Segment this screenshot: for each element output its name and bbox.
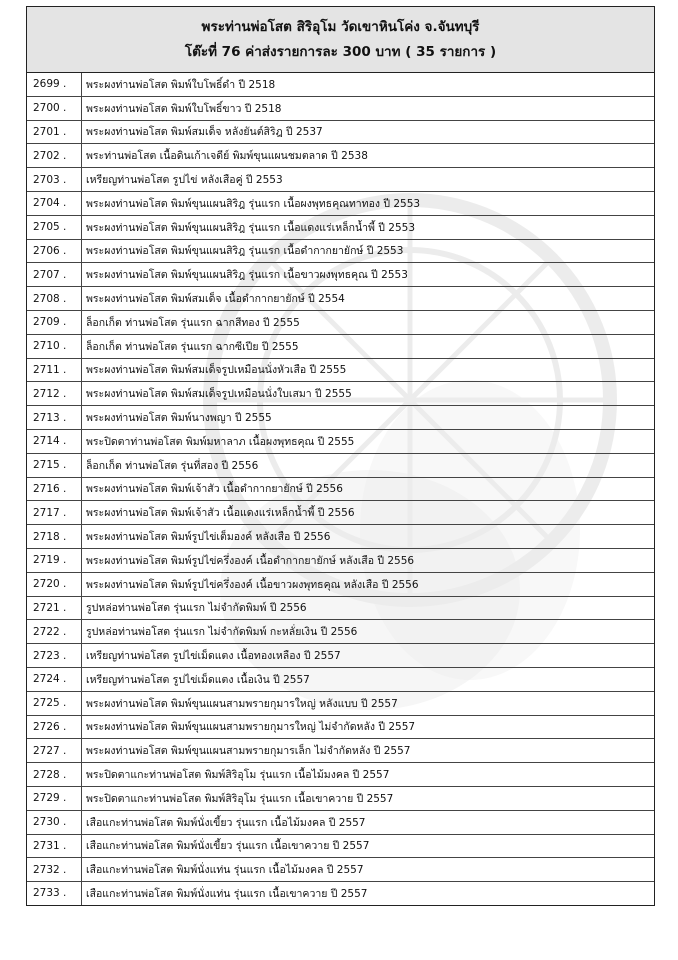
item-description: รูปหล่อท่านพ่อโสต รุ่นแรก ไม่จำกัดพิมพ์ ปี 2556 [82,596,655,620]
item-number: 2717 . [27,501,82,525]
list-title: พระท่านพ่อโสต สิริอุโม วัดเขาหินโค่ง จ.จันทบุรี [201,18,480,35]
item-number: 2725 . [27,691,82,715]
item-number: 2712 . [27,382,82,406]
item-number: 2716 . [27,477,82,501]
table-row [27,548,654,572]
item-description: ล็อกเก็ต ท่านพ่อโสต รุ่นแรก ฉากสีทอง ปี 2555 [82,310,655,334]
item-description: เสือแกะท่านพ่อโสต พิมพ์นั่งแท่น รุ่นแรก เนื้อเขาควาย ปี 2557 [86,887,368,900]
table-row [27,239,654,263]
item-list-sheet [26,6,655,906]
item-description: เสือแกะท่านพ่อโสต พิมพ์นั่งแท่น รุ่นแรก เนื้อไม้มงคล ปี 2557 [82,858,655,882]
table-row [27,763,654,787]
item-description: เหรียญท่านพ่อโสต รูปไข่ หลังเสือคู่ ปี 2553 [82,168,655,192]
item-description: พระผงท่านพ่อโสต พิมพ์สมเด็จรูปเหมือนนั่งใบเสมา ปี 2555 [82,382,655,406]
item-description: พระผงท่านพ่อโสต พิมพ์รูปไข่ครึ่งองค์ เนื้อขาวผงพุทธคุณ หลังเสือ ปี 2556 [82,572,655,596]
table-row [27,810,654,834]
item-description: พระผงท่านพ่อโสต พิมพ์ขุนแผนสามพรายกุมารใหญ่ ไม่จำกัดหลัง ปี 2557 [82,715,655,739]
item-number: 2705 . [27,215,82,239]
table-row [27,477,654,501]
item-number: 2726 . [27,715,82,739]
table-row [27,168,654,192]
item-description: เหรียญท่านพ่อโสต รูปไข่เม็ดแตง เนื้อทองเหลือง ปี 2557 [82,644,655,668]
item-number: 2719 . [27,548,82,572]
item-number: 2724 . [27,667,82,691]
table-row [27,215,654,239]
table-row [27,334,654,358]
item-description: พระผงท่านพ่อโสต พิมพ์รูปไข่ครึ่งองค์ เนื้อดำกากยายักษ์ หลังเสือ ปี 2556 [82,548,655,572]
item-number: 2701 . [27,120,82,144]
item-number: 2711 . [27,358,82,382]
table-row [27,572,654,596]
table-row [27,501,654,525]
item-number: 2702 . [27,144,82,168]
table-row [27,310,654,334]
item-description: พระผงท่านพ่อโสต พิมพ์สมเด็จ หลังยันต์สิริฎ ปี 2537 [82,120,655,144]
item-description: เสือแกะท่านพ่อโสต พิมพ์นั่งเขี้ยว รุ่นแรก เนื้อเขาควาย ปี 2557 [82,834,655,858]
item-table [27,73,654,905]
table-row [27,191,654,215]
item-description: พระผงท่านพ่อโสต พิมพ์เจ้าสัว เนื้อดำกากยายักษ์ ปี 2556 [82,477,655,501]
table-row [27,144,654,168]
table-row [27,453,654,477]
item-description: รูปหล่อท่านพ่อโสต รุ่นแรก ไม่จำกัดพิมพ์ กะหลั่ยเงิน ปี 2556 [82,620,655,644]
item-number: 2713 . [27,406,82,430]
item-number: 2706 . [27,239,82,263]
item-description: พระผงท่านพ่อโสต พิมพ์ขุนแผนสิริฎ รุ่นแรก เนื้อขาวผงพุทธคุณ ปี 2553 [82,263,655,287]
table-row [27,739,654,763]
item-description: พระปิดตาแกะท่านพ่อโสต พิมพ์สิริอุโม รุ่นแรก เนื้อไม้มงคล ปี 2557 [82,763,655,787]
table-row [27,620,654,644]
table-row [27,644,654,668]
item-description: พระผงท่านพ่อโสต พิมพ์สมเด็จ เนื้อดำกากยายักษ์ ปี 2554 [82,287,655,311]
item-description: พระผงท่านพ่อโสต พิมพ์ขุนแผนสามพรายกุมารใหญ่ หลังแบบ ปี 2557 [82,691,655,715]
table-row [27,715,654,739]
item-description: พระผงท่านพ่อโสต พิมพ์ใบโพธิ์ดำ ปี 2518 [82,73,655,96]
item-number: 2708 . [27,287,82,311]
table-row [27,667,654,691]
table-row [27,858,654,882]
table-row [27,382,654,406]
item-number: 2704 . [27,191,82,215]
item-description: ล็อกเก็ต ท่านพ่อโสต รุ่นแรก ฉากซีเปีย ปี 2555 [82,334,655,358]
item-description: พระผงท่านพ่อโสต พิมพ์สมเด็จรูปเหมือนนั่งหัวเสือ ปี 2555 [82,358,655,382]
item-description: เสือแกะท่านพ่อโสต พิมพ์นั่งเขี้ยว รุ่นแรก เนื้อไม้มงคล ปี 2557 [82,810,655,834]
table-row [27,287,654,311]
table-row [27,786,654,810]
table-row [27,406,654,430]
item-description: พระท่านพ่อโสต เนื้อดินเก้าเจดีย์ พิมพ์ขุนแผนชมตลาด ปี 2538 [82,144,655,168]
item-number: 2727 . [27,739,82,763]
item-number: 2720 . [27,572,82,596]
item-number: 2709 . [27,310,82,334]
item-number: 2715 . [27,453,82,477]
item-description: พระปิดตาแกะท่านพ่อโสต พิมพ์สิริอุโม รุ่นแรก เนื้อเขาควาย ปี 2557 [82,786,655,810]
item-description: พระผงท่านพ่อโสต พิมพ์ขุนแผนสิริฎ รุ่นแรก เนื้อแดงแร่เหล็กน้ำพี้ ปี 2553 [82,215,655,239]
item-number: 2703 . [27,168,82,192]
table-row [27,691,654,715]
item-description: ล็อกเก็ต ท่านพ่อโสต รุ่นที่สอง ปี 2556 [82,453,655,477]
table-row [27,596,654,620]
table-row [27,429,654,453]
item-number: 2721 . [27,596,82,620]
item-description: เหรียญท่านพ่อโสต รูปไข่เม็ดแตง เนื้อเงิน ปี 2557 [82,667,655,691]
item-number: 2732 . [27,858,82,882]
item-number: 2728 . [27,763,82,787]
item-number: 2718 . [27,525,82,549]
table-row [27,834,654,858]
item-number: 2733 . [27,882,82,905]
table-row [27,73,654,96]
table-row [27,358,654,382]
list-subtitle: โต๊ะที่ 76 ค่าส่งรายการละ 300 บาท ( 35 รายการ ) [184,43,497,60]
item-number: 2730 . [27,810,82,834]
item-description: พระผงท่านพ่อโสต พิมพ์เจ้าสัว เนื้อแดงแร่เหล็กน้ำพี้ ปี 2556 [82,501,655,525]
item-number: 2707 . [27,263,82,287]
item-description: พระผงท่านพ่อโสต พิมพ์ขุนแผนสิริฎ รุ่นแรก เนื้อดำกากยายักษ์ ปี 2553 [82,239,655,263]
item-number: 2722 . [27,620,82,644]
item-description: พระผงท่านพ่อโสต พิมพ์นางพญา ปี 2555 [82,406,655,430]
item-description: พระผงท่านพ่อโสต พิมพ์ขุนแผนสิริฎ รุ่นแรก เนื้อผงพุทธคุณทาทอง ปี 2553 [82,191,655,215]
table-row [27,525,654,549]
item-description: พระผงท่านพ่อโสต พิมพ์ใบโพธิ์ขาว ปี 2518 [82,96,655,120]
item-number: 2731 . [27,834,82,858]
table-row [27,120,654,144]
item-description: พระผงท่านพ่อโสต พิมพ์ขุนแผนสามพรายกุมารเล็ก ไม่จำกัดหลัง ปี 2557 [82,739,655,763]
item-number: 2729 . [27,786,82,810]
list-header [27,7,654,73]
table-row [27,882,654,905]
item-number: 2700 . [27,96,82,120]
item-number: 2723 . [27,644,82,668]
item-description: พระผงท่านพ่อโสต พิมพ์รูปไข่เต็มองค์ หลังเสือ ปี 2556 [82,525,655,549]
item-number: 2710 . [27,334,82,358]
item-number: 2714 . [27,429,82,453]
item-number: 2699 . [27,73,82,96]
item-description: พระปิดตาท่านพ่อโสต พิมพ์มหาลาภ เนื้อผงพุทธคุณ ปี 2555 [82,429,655,453]
table-row [27,96,654,120]
table-row [27,263,654,287]
